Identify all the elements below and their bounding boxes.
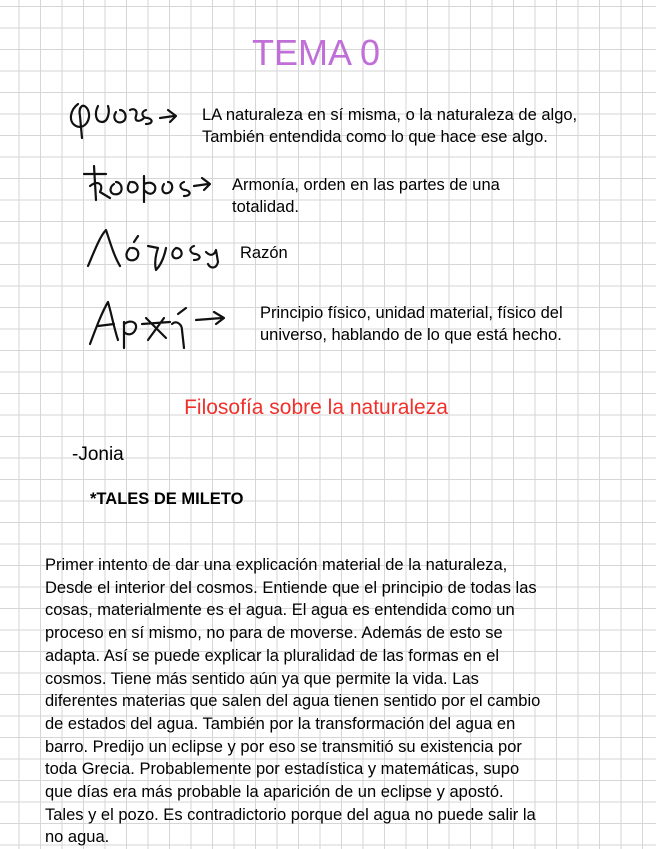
paragraph-line: adapta. Así se puede explicar la pluralidad de las formas en el <box>45 646 500 665</box>
arrow-right-icon <box>160 110 176 122</box>
definition-line: También entendida como lo que hace ese algo. <box>202 128 548 146</box>
paragraph-line: Primer intento de dar una explicación material de la naturaleza, <box>45 556 508 574</box>
body-paragraph <box>45 554 635 849</box>
definition-line: totalidad. <box>232 198 299 216</box>
paragraph-line: Desde el interior del cosmos. Entiende que el principio de todas las <box>45 578 537 597</box>
arrow-right-icon <box>196 312 224 324</box>
paragraph-line: proceso en sí mismo, no para de moverse. Además de esto se <box>45 624 503 643</box>
paragraph-line: cosmos. Tiene más sentido aún ya que permite la vida. Las <box>45 669 479 688</box>
region-heading: -Jonia <box>72 444 124 465</box>
paragraph-line: toda Grecia. Probablemente por estadística y matemáticas, supo <box>45 760 520 779</box>
paragraph-line: barro. Predijo un eclipse y por eso se transmitió su existencia por <box>45 737 522 756</box>
definition-logos <box>240 242 288 264</box>
definition-line: Armonía, orden en las partes de una <box>232 176 500 194</box>
paragraph-line: diferentes materias que salen del agua tienen sentido por el cambio <box>45 692 541 711</box>
paragraph-line: cosas, materialmente es el agua. El agua es entendida como un <box>45 601 515 620</box>
handwritten-term-logos <box>84 222 232 274</box>
section-subtitle: Filosofía sobre la naturaleza <box>184 396 448 419</box>
definition-physis <box>202 104 577 148</box>
paragraph-line: Tales y el pozo. Es contradictorio porque del agua no puede salir la <box>45 805 536 824</box>
definition-line: Principio físico, unidad material, físico del <box>260 304 563 322</box>
definition-kosmos <box>232 174 500 218</box>
philosopher-heading: *TALES DE MILETO <box>90 490 244 508</box>
definition-line: LA naturaleza en sí misma, o la naturaleza de algo, <box>202 106 578 124</box>
arrow-right-icon <box>194 178 210 190</box>
handwritten-term-physis <box>64 92 194 142</box>
handwritten-term-kosmos <box>80 162 220 210</box>
definition-line: Razón <box>240 244 288 262</box>
page-title: TEMA 0 <box>251 32 381 73</box>
handwritten-term-arche <box>86 294 236 352</box>
paragraph-line: de estados del agua. También por la transformación del agua en <box>45 714 516 733</box>
definition-arche <box>260 302 563 346</box>
definition-line: universo, hablando de lo que está hecho. <box>260 326 562 344</box>
paragraph-line: no agua. <box>45 828 110 847</box>
arrow-right-icon <box>206 250 218 268</box>
paragraph-line: que días era más probable la aparición de un eclipse y apostó. <box>45 783 504 802</box>
